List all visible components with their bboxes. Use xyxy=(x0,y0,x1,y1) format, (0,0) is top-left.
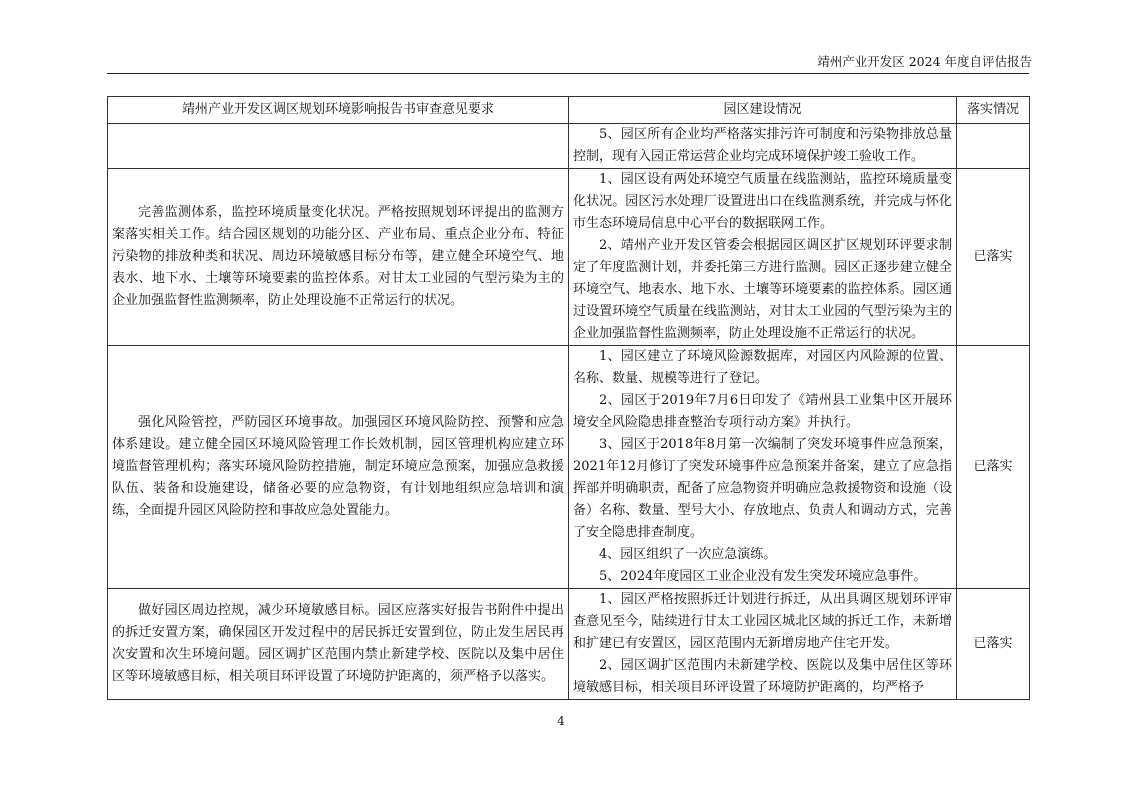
construction-item: 3、园区于2018年8月第一次编制了突发环境事件应急预案，2021年12月修订了突发环境事件应急预案并备案，建立了应急指挥部并明确职责，配备了应急物资并明确应急救援物资和设施（设备）名称、数量、型号大小、存放地点、负责人和调动方式，完善了安全隐患排查制度。 xyxy=(573,437,952,540)
table-header-row xyxy=(108,97,1030,124)
column-header-construction: 园区建设情况 xyxy=(569,97,957,124)
table-row xyxy=(108,169,1030,346)
requirement-cell xyxy=(108,589,569,700)
running-header: 靖州产业开发区 2024 年度自评估报告 xyxy=(817,54,1032,69)
column-header-status: 落实情况 xyxy=(957,97,1030,124)
construction-cell xyxy=(569,169,957,346)
requirement-text: 完善监测体系，监控环境质量变化状况。严格按照规划环评提出的监测方案落实相关工作。结合园区规划的功能分区、产业布局、重点企业分布、特征污染物的排放种类和状况、周边环境敏感目标分布等，建立健全环境空气、地表水、地下水、土壤等环境要素的监控体系。对甘太工业园的气型污染为主的企业加强监督性监测频率，防止处理设施不正常运行的状况。 xyxy=(112,205,564,308)
construction-item: 1、园区建立了环境风险源数据库，对园区内风险源的位置、名称、数量、规模等进行了登记。 xyxy=(573,349,952,386)
construction-item: 4、园区组织了一次应急演练。 xyxy=(599,547,777,562)
table-row xyxy=(108,124,1030,169)
construction-item: 1、园区设有两处环境空气质量在线监测站，监控环境质量变化状况。园区污水处理厂设置进出口在线监测系统，并完成与怀化市生态环境局信息中心平台的数据联网工作。 xyxy=(573,172,952,231)
construction-item: 2、靖州产业开发区管委会根据园区调区扩区规划环评要求制定了年度监测计划，并委托第三方进行监测。园区正逐步建立健全环境空气、地表水、地下水、土壤等环境要素的监控体系。园区通过设置环境空气质量在线监测站，对甘太工业园的气型污染为主的企业加强监督性监测频率，防止处理设施不正常运行的状况。 xyxy=(573,238,952,341)
requirement-text: 做好园区周边控规，减少环境敏感目标。园区应落实好报告书附件中提出的拆迁安置方案，确保园区开发过程中的居民拆迁安置到位，防止发生居民再次安置和次生环境问题。园区调扩区范围内禁止新建学校、医院以及集中居住区等环境敏感目标，相关项目环评设置了环境防护距离的，须严格予以落实。 xyxy=(112,603,564,684)
requirement-cell xyxy=(108,169,569,346)
status-cell: 已落实 xyxy=(957,346,1030,589)
table-row xyxy=(108,589,1030,700)
header-rule xyxy=(107,73,1029,74)
status-cell xyxy=(957,124,1030,169)
table-row xyxy=(108,346,1030,589)
construction-cell xyxy=(569,346,957,589)
construction-cell xyxy=(569,124,957,169)
construction-item: 5、2024年度园区工业企业没有发生突发环境应急事件。 xyxy=(599,569,927,584)
review-table xyxy=(107,96,1030,700)
construction-item: 1、园区严格按照拆迁计划进行拆迁，从出具调区规划环评审查意见至今，陆续进行甘太工业园区城北区域的拆迁工作，未新增和扩建已有安置区，园区范围内无新增房地产住宅开发。 xyxy=(573,592,952,651)
construction-item: 2、园区调扩区范围内未新建学校、医院以及集中居住区等环境敏感目标，相关项目环评设置了环境防护距离的，均严格予 xyxy=(573,658,952,695)
requirement-cell xyxy=(108,124,569,169)
status-cell: 已落实 xyxy=(957,169,1030,346)
construction-item: 5、园区所有企业均严格落实排污许可制度和污染物排放总量控制，现有入园正常运营企业均完成环境保护竣工验收工作。 xyxy=(573,127,952,164)
column-header-requirement: 靖州产业开发区调区规划环境影响报告书审查意见要求 xyxy=(108,97,569,124)
construction-item: 2、园区于2019年7月6日印发了《靖州县工业集中区开展环境安全风险隐患排查整治专项行动方案》并执行。 xyxy=(573,393,952,430)
requirement-cell xyxy=(108,346,569,589)
status-cell: 已落实 xyxy=(957,589,1030,700)
page-number: 4 xyxy=(557,714,565,728)
construction-cell xyxy=(569,589,957,700)
requirement-text: 强化风险管控，严防园区环境事故。加强园区环境风险防控、预警和应急体系建设。建立健全园区环境风险管理工作长效机制，园区管理机构应建立环境监督管理机构；落实环境风险防控措施，制定环境应急预案，加强应急救援队伍、装备和设施建设，储备必要的应急物资，有计划地组织应急培训和演练，全面提升园区风险防控和事故应急处置能力。 xyxy=(112,415,564,518)
